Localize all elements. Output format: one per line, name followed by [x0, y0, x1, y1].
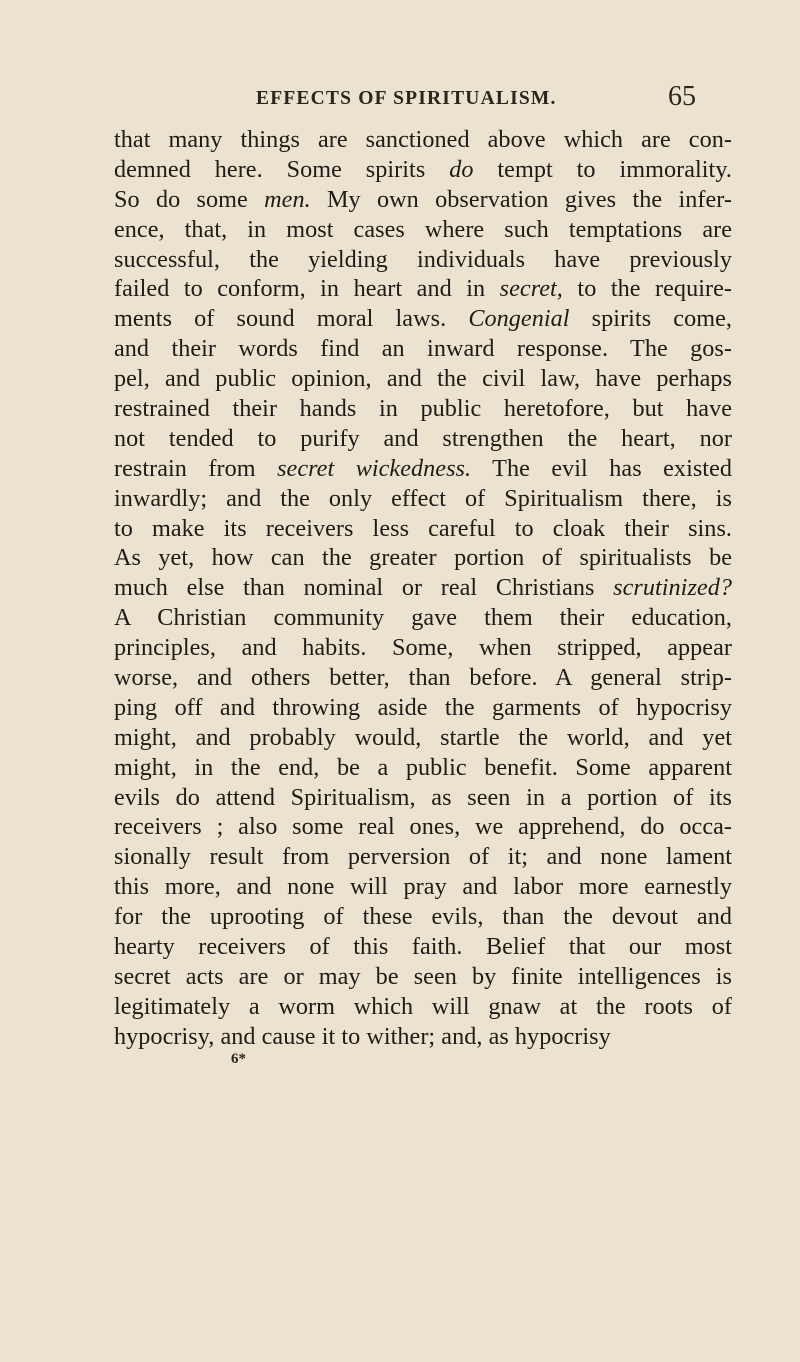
italic-emphasis: secret wickedness.: [277, 454, 472, 482]
text-line: that many things are sanctioned above which are con-: [114, 126, 732, 153]
text-line: As yet, how can the greater portion of spiritualists be: [114, 544, 732, 572]
text-line: much else than nominal or real Christians scrutinized?: [114, 574, 732, 602]
text-line: ence, that, in most cases where such temptations are: [114, 215, 732, 243]
text-line: restrain from secret wickedness. The evil has existed: [114, 454, 733, 482]
text-line: evils do attend Spiritualism, as seen in a portion of its: [114, 783, 732, 811]
italic-emphasis: Congenial: [468, 305, 570, 333]
text-line: not tended to purify and strengthen the heart, nor: [114, 424, 732, 452]
text-line: this more, and none will pray and labor more earnestly: [114, 873, 732, 901]
text-line: failed to conform, in heart and in secret, to the require-: [114, 275, 732, 303]
text-line: inwardly; and the only effect of Spiritualism there, is: [114, 484, 732, 512]
text-line: ping off and throwing aside the garments of hypocrisy: [114, 693, 732, 721]
italic-emphasis: men.: [264, 185, 311, 213]
text-line: worse, and others better, than before. A general strip-: [114, 664, 732, 692]
italic-emphasis: secret,: [499, 275, 563, 303]
text-line: sionally result from perversion of it; and none lament: [114, 843, 732, 871]
body-text: [114, 125, 732, 1052]
signature-mark: 6*: [231, 1051, 246, 1067]
text-line: principles, and habits. Some, when stripped, appear: [114, 634, 732, 662]
text-line: secret acts are or may be seen by finite intelligences is: [114, 962, 732, 990]
text-line: receivers ; also some real ones, we apprehend, do occa-: [114, 813, 732, 841]
text-line: hypocrisy, and cause it to wither; and, as hypocrisy: [114, 1022, 611, 1050]
page-number: 65: [668, 81, 696, 112]
italic-emphasis: scrutinized?: [613, 574, 732, 602]
text-line: legitimately a worm which will gnaw at the roots of: [114, 992, 732, 1020]
text-line: might, and probably would, startle the world, and yet: [114, 723, 732, 751]
text-line: hearty receivers of this faith. Belief that our most: [114, 933, 732, 961]
italic-emphasis: do: [449, 155, 474, 183]
text-line: restrained their hands in public heretofore, but have: [114, 395, 732, 423]
text-line: So do some men. My own observation gives the infer-: [114, 185, 732, 213]
text-line: successful, the yielding individuals have previously: [114, 245, 732, 273]
text-line: A Christian community gave them their education,: [114, 604, 732, 632]
text-line: demned here. Some spirits do tempt to immorality.: [114, 155, 732, 183]
text-line: ments of sound moral laws. Congenial spirits come,: [114, 305, 732, 333]
text-line: pel, and public opinion, and the civil law, have perhaps: [114, 365, 732, 393]
running-head-title: EFFECTS OF SPIRITUALISM.: [256, 88, 557, 109]
text-line: and their words find an inward response. The gos-: [114, 335, 732, 363]
text-line: to make its receivers less careful to cloak their sins.: [114, 514, 732, 542]
text-line: might, in the end, be a public benefit. Some apparent: [114, 753, 732, 781]
text-line: for the uprooting of these evils, than the devout and: [114, 903, 732, 931]
